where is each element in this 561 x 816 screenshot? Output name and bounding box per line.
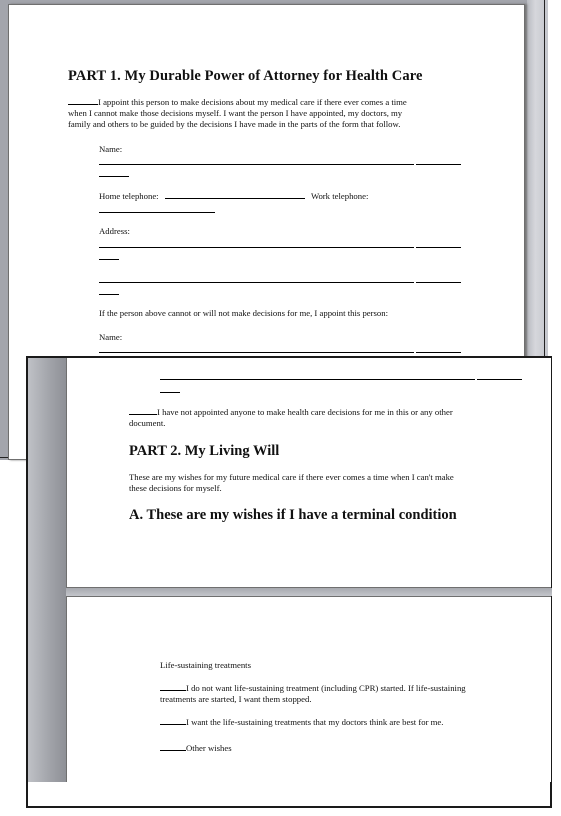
work-telephone-field[interactable] xyxy=(99,212,215,213)
part1-intro-line-3: family and others to be guided by the decisions I have made in the parts of the form that follow. xyxy=(68,119,401,129)
option-2-text: I want the life-sustaining treatments that my doctors think are best for me. xyxy=(186,717,444,727)
document-window-2 xyxy=(26,356,552,808)
alternate-name-line-cont-ext[interactable] xyxy=(477,379,522,380)
alternate-name-line-cont[interactable] xyxy=(160,379,475,380)
document-page-3 xyxy=(66,596,551,782)
home-telephone-label: Home telephone: xyxy=(99,191,159,201)
part2-heading: PART 2. My Living Will xyxy=(129,443,280,459)
agent-name-label: Name: xyxy=(99,144,123,154)
initials-blank[interactable] xyxy=(68,104,98,105)
address-line-2-wrap[interactable] xyxy=(99,294,119,295)
home-telephone-field[interactable] xyxy=(165,198,305,199)
part1-intro-line-1 xyxy=(68,97,407,108)
part1-intro-line-2: when I cannot make those decisions myself. I want the person I have appointed, my doctors, my xyxy=(68,108,403,118)
option-2-initials-blank[interactable] xyxy=(160,724,186,725)
section-a-heading: A. These are my wishes if I have a terminal condition xyxy=(129,507,457,523)
home-telephone-row xyxy=(99,191,368,202)
work-telephone-label: Work telephone: xyxy=(310,191,369,201)
option-1-initials-blank[interactable] xyxy=(160,690,186,691)
alternate-name-label: Name: xyxy=(99,332,123,342)
address-line-1-wrap[interactable] xyxy=(99,259,119,260)
address-line-2-ext[interactable] xyxy=(416,282,461,283)
not-appointed-line-2: document. xyxy=(129,418,166,428)
treatment-option-2 xyxy=(160,717,443,728)
treatment-option-3 xyxy=(160,743,232,754)
agent-name-line[interactable] xyxy=(99,164,414,165)
agent-name-line-wrap[interactable] xyxy=(99,176,129,177)
part1-heading: PART 1. My Durable Power of Attorney for Health Care xyxy=(68,68,423,84)
window-background-strip xyxy=(28,358,66,782)
treatments-title: Life-sustaining treatments xyxy=(160,660,251,670)
part2-intro-line-2: these decisions for myself. xyxy=(129,483,222,493)
option-1-text: I do not want life-sustaining treatment (including CPR) started. If life-sustaining xyxy=(186,683,466,693)
option-3-text: Other wishes xyxy=(186,743,232,753)
part1-intro-text-1: I appoint this person to make decisions about my medical care if there ever comes a time xyxy=(98,97,407,107)
document-page-2 xyxy=(66,358,551,588)
alternate-agent-text: If the person above cannot or will not make decisions for me, I appoint this person: xyxy=(99,308,389,318)
address-label: Address: xyxy=(99,226,130,236)
not-appointed-text: I have not appointed anyone to make health care decisions for me in this or any other xyxy=(157,407,453,417)
address-line-2[interactable] xyxy=(99,282,414,283)
address-line-1-ext[interactable] xyxy=(416,247,461,248)
page-gap xyxy=(66,588,552,596)
alternate-name-line-wrap[interactable] xyxy=(160,392,180,393)
not-appointed-initials-blank[interactable] xyxy=(129,414,157,415)
alternate-name-line[interactable] xyxy=(99,352,414,353)
not-appointed-line-1 xyxy=(129,407,453,418)
treatment-option-1-line-1 xyxy=(160,683,466,694)
option-3-initials-blank[interactable] xyxy=(160,750,186,751)
alternate-name-line-ext[interactable] xyxy=(416,352,461,353)
agent-name-line-ext[interactable] xyxy=(416,164,461,165)
part2-intro-line-1: These are my wishes for my future medical care if there ever comes a time when I can't make xyxy=(129,472,454,482)
treatment-option-1-line-2: treatments are started, I want them stopped. xyxy=(160,694,312,704)
address-line-1[interactable] xyxy=(99,247,414,248)
